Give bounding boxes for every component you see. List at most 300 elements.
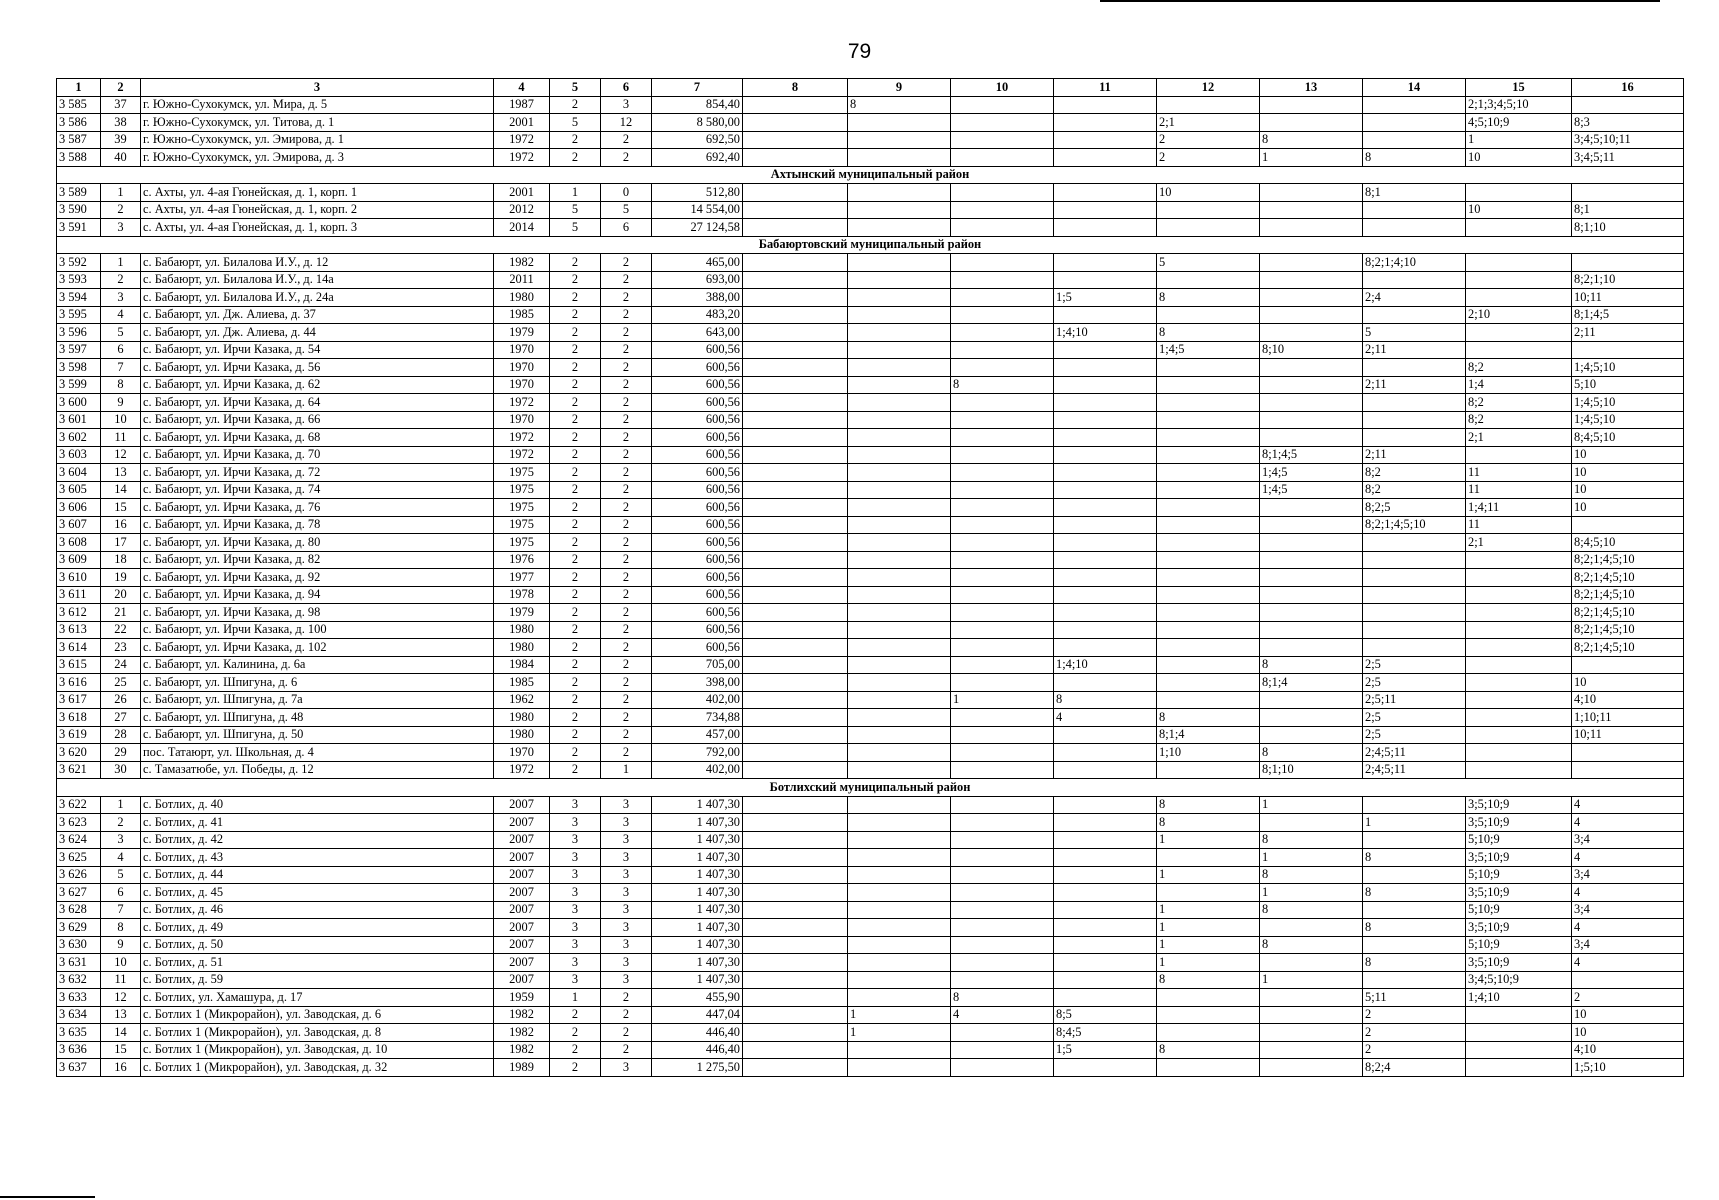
table-cell — [951, 849, 1054, 867]
table-cell: 2 — [550, 744, 601, 762]
table-cell — [951, 639, 1054, 657]
table-cell: 3 631 — [57, 954, 101, 972]
table-cell: 5;10 — [1572, 376, 1684, 394]
table-cell — [951, 534, 1054, 552]
table-cell: с. Бабаюрт, ул. Билалова И.У., д. 24а — [141, 289, 494, 307]
table-cell — [951, 359, 1054, 377]
table-cell — [1054, 411, 1157, 429]
table-cell: 2;1 — [1157, 114, 1260, 132]
table-cell: 8;2;5 — [1363, 499, 1466, 517]
table-cell — [848, 516, 951, 534]
table-cell: 4 — [1572, 849, 1684, 867]
table-cell: с. Ботлих, д. 59 — [141, 971, 494, 989]
table-cell: 8 — [1054, 691, 1157, 709]
table-cell: 2;11 — [1572, 324, 1684, 342]
table-row — [57, 569, 1684, 587]
table-cell: 8;1;4 — [1157, 726, 1260, 744]
table-cell: 2 — [550, 1059, 601, 1077]
table-cell — [1363, 201, 1466, 219]
table-cell — [1260, 376, 1363, 394]
table-cell: 3 — [550, 814, 601, 832]
table-cell — [1054, 569, 1157, 587]
header-cell: 11 — [1054, 79, 1157, 97]
table-cell: 1982 — [494, 1041, 550, 1059]
table-cell: 2 — [601, 709, 652, 727]
table-cell: 2;4;5;11 — [1363, 744, 1466, 762]
table-cell: 402,00 — [652, 761, 743, 779]
table-cell — [1363, 114, 1466, 132]
table-cell: 1 — [1157, 954, 1260, 972]
table-row — [57, 254, 1684, 272]
table-cell: 512,80 — [652, 184, 743, 202]
table-cell — [1260, 254, 1363, 272]
table-cell — [1260, 411, 1363, 429]
table-cell: 8;10 — [1260, 341, 1363, 359]
table-cell: 8 — [1363, 884, 1466, 902]
header-cell: 5 — [550, 79, 601, 97]
table-cell — [1260, 499, 1363, 517]
table-cell — [1157, 96, 1260, 114]
table-cell: 3 601 — [57, 411, 101, 429]
table-cell: 2 — [550, 674, 601, 692]
table-cell: 2007 — [494, 954, 550, 972]
table-cell: 3 637 — [57, 1059, 101, 1077]
table-cell: 2 — [550, 359, 601, 377]
table-cell — [743, 919, 848, 937]
table-cell: с. Бабаюрт, ул. Дж. Алиева, д. 44 — [141, 324, 494, 342]
table-cell: с. Ботлих, д. 46 — [141, 901, 494, 919]
table-cell — [848, 621, 951, 639]
table-cell — [951, 96, 1054, 114]
table-cell — [743, 341, 848, 359]
table-cell: 8;2;1;4;5;10 — [1572, 639, 1684, 657]
table-cell: с. Ботлих 1 (Микрорайон), ул. Заводская, д. 32 — [141, 1059, 494, 1077]
table-cell: 2 — [1363, 1041, 1466, 1059]
table-cell: 2 — [550, 149, 601, 167]
table-cell — [1157, 394, 1260, 412]
table-cell — [1157, 306, 1260, 324]
table-cell: 1972 — [494, 429, 550, 447]
table-cell — [743, 551, 848, 569]
table-cell: 600,56 — [652, 586, 743, 604]
table-cell — [848, 201, 951, 219]
table-cell: 5 — [550, 201, 601, 219]
table-cell: 8 — [1260, 901, 1363, 919]
table-row — [57, 604, 1684, 622]
table-cell — [1466, 184, 1572, 202]
table-row — [57, 989, 1684, 1007]
table-cell: 2 — [601, 306, 652, 324]
table-cell: с. Бабаюрт, ул. Шпигуна, д. 6 — [141, 674, 494, 692]
table-cell: 8 — [1363, 149, 1466, 167]
table-row — [57, 446, 1684, 464]
table-cell: 2;5 — [1363, 656, 1466, 674]
table-cell — [1260, 691, 1363, 709]
table-cell — [1572, 971, 1684, 989]
table-cell — [1157, 586, 1260, 604]
table-cell: 1962 — [494, 691, 550, 709]
table-cell: 2 — [601, 726, 652, 744]
table-cell — [951, 499, 1054, 517]
table-cell: 2;1;3;4;5;10 — [1466, 96, 1572, 114]
table-cell — [1054, 971, 1157, 989]
table-cell: 3 — [550, 971, 601, 989]
table-cell: 3 589 — [57, 184, 101, 202]
table-cell: 8;1;4;5 — [1572, 306, 1684, 324]
table-cell: с. Ботлих, д. 42 — [141, 831, 494, 849]
table-cell — [743, 1006, 848, 1024]
table-cell — [1157, 1059, 1260, 1077]
table-cell — [743, 796, 848, 814]
table-cell: 38 — [101, 114, 141, 132]
table-cell: 3 604 — [57, 464, 101, 482]
table-row — [57, 394, 1684, 412]
table-cell: 854,40 — [652, 96, 743, 114]
table-cell: 1 — [951, 691, 1054, 709]
table-cell — [1260, 551, 1363, 569]
table-cell: 10 — [1572, 1006, 1684, 1024]
table-cell: 1970 — [494, 359, 550, 377]
table-cell: 2 — [550, 429, 601, 447]
table-cell — [848, 411, 951, 429]
table-cell — [1363, 219, 1466, 237]
table-cell — [951, 149, 1054, 167]
table-cell: 2 — [550, 96, 601, 114]
table-cell — [743, 184, 848, 202]
table-cell — [848, 656, 951, 674]
table-cell — [743, 254, 848, 272]
table-cell — [743, 516, 848, 534]
table-cell: 5 — [550, 114, 601, 132]
table-cell: 1984 — [494, 656, 550, 674]
table-cell: с. Бабаюрт, ул. Ирчи Казака, д. 64 — [141, 394, 494, 412]
table-cell: 5;10;9 — [1466, 866, 1572, 884]
table-cell: 27 — [101, 709, 141, 727]
table-cell: 2007 — [494, 919, 550, 937]
table-cell — [1054, 534, 1157, 552]
table-cell: 10 — [1157, 184, 1260, 202]
table-cell: 3 608 — [57, 534, 101, 552]
table-cell: с. Бабаюрт, ул. Ирчи Казака, д. 80 — [141, 534, 494, 552]
table-cell — [1054, 901, 1157, 919]
table-cell: 10 — [1466, 201, 1572, 219]
table-cell — [1572, 184, 1684, 202]
table-cell: 600,56 — [652, 341, 743, 359]
table-cell — [951, 709, 1054, 727]
table-cell: 2 — [550, 709, 601, 727]
table-cell: 28 — [101, 726, 141, 744]
table-cell: 3 591 — [57, 219, 101, 237]
table-cell — [743, 446, 848, 464]
table-cell: 600,56 — [652, 551, 743, 569]
table-cell: 1976 — [494, 551, 550, 569]
table-cell: г. Южно-Сухокумск, ул. Эмирова, д. 1 — [141, 131, 494, 149]
table-cell: 4 — [1054, 709, 1157, 727]
table-cell — [1466, 709, 1572, 727]
table-cell — [1054, 341, 1157, 359]
table-row — [57, 709, 1684, 727]
table-cell — [1572, 744, 1684, 762]
table-cell: 600,56 — [652, 394, 743, 412]
table-cell: 10 — [101, 954, 141, 972]
table-cell: 2007 — [494, 901, 550, 919]
table-cell — [1054, 201, 1157, 219]
header-cell: 15 — [1466, 79, 1572, 97]
table-cell — [1054, 394, 1157, 412]
table-row — [57, 586, 1684, 604]
table-cell: 9 — [101, 936, 141, 954]
table-cell — [1363, 131, 1466, 149]
table-cell: 3 611 — [57, 586, 101, 604]
table-cell — [1054, 831, 1157, 849]
table-cell — [848, 586, 951, 604]
table-cell: с. Ботлих, д. 50 — [141, 936, 494, 954]
table-cell: 3 606 — [57, 499, 101, 517]
table-cell: 2 — [101, 814, 141, 832]
table-cell: 2;11 — [1363, 376, 1466, 394]
table-cell: 12 — [101, 446, 141, 464]
table-cell — [1260, 359, 1363, 377]
table-cell — [951, 919, 1054, 937]
table-cell — [1157, 516, 1260, 534]
table-cell — [848, 1059, 951, 1077]
table-cell — [1572, 761, 1684, 779]
table-row — [57, 481, 1684, 499]
table-cell: 20 — [101, 586, 141, 604]
table-cell: с. Бабаюрт, ул. Билалова И.У., д. 12 — [141, 254, 494, 272]
table-cell — [743, 534, 848, 552]
table-cell: 2 — [601, 289, 652, 307]
table-cell — [1054, 499, 1157, 517]
table-cell — [1572, 254, 1684, 272]
table-cell: 1975 — [494, 516, 550, 534]
table-cell — [848, 394, 951, 412]
table-cell: 10;11 — [1572, 289, 1684, 307]
table-cell — [951, 306, 1054, 324]
table-row — [57, 674, 1684, 692]
table-cell — [848, 761, 951, 779]
table-cell — [1363, 271, 1466, 289]
table-cell: с. Бабаюрт, ул. Шпигуна, д. 48 — [141, 709, 494, 727]
table-cell: 3 — [550, 901, 601, 919]
table-cell: 8;2;1;10 — [1572, 271, 1684, 289]
table-row — [57, 726, 1684, 744]
table-cell: с. Бабаюрт, ул. Ирчи Казака, д. 68 — [141, 429, 494, 447]
table-cell: 3 634 — [57, 1006, 101, 1024]
table-cell — [951, 744, 1054, 762]
table-cell: 2 — [550, 271, 601, 289]
table-cell — [1054, 446, 1157, 464]
table-cell: 4;10 — [1572, 1041, 1684, 1059]
header-cell: 1 — [57, 79, 101, 97]
table-cell: 16 — [101, 516, 141, 534]
table-cell: 3 626 — [57, 866, 101, 884]
table-cell — [1466, 586, 1572, 604]
table-cell — [1363, 306, 1466, 324]
table-cell — [848, 184, 951, 202]
table-cell: 0 — [601, 184, 652, 202]
header-cell: 7 — [652, 79, 743, 97]
table-cell — [951, 1024, 1054, 1042]
table-cell: 4 — [1572, 814, 1684, 832]
housing-table — [56, 78, 1684, 1077]
table-cell — [1157, 411, 1260, 429]
table-cell: с. Ботлих, д. 41 — [141, 814, 494, 832]
table-cell — [848, 814, 951, 832]
table-cell: 2 — [550, 341, 601, 359]
table-cell — [848, 989, 951, 1007]
table-cell: 2 — [601, 341, 652, 359]
table-cell — [1054, 954, 1157, 972]
table-cell: 2011 — [494, 271, 550, 289]
table-cell: с. Бабаюрт, ул. Ирчи Казака, д. 98 — [141, 604, 494, 622]
table-cell: с. Ботлих 1 (Микрорайон), ул. Заводская, д. 6 — [141, 1006, 494, 1024]
table-cell: 3;5;10;9 — [1466, 796, 1572, 814]
table-cell — [1363, 569, 1466, 587]
table-cell: 3 — [601, 936, 652, 954]
table-cell: 2 — [601, 534, 652, 552]
table-cell: 1 407,30 — [652, 919, 743, 937]
table-cell: 8 — [1157, 796, 1260, 814]
table-cell: 1 — [601, 761, 652, 779]
table-cell: 792,00 — [652, 744, 743, 762]
table-cell: 483,20 — [652, 306, 743, 324]
table-cell — [1260, 1006, 1363, 1024]
table-cell — [951, 481, 1054, 499]
table-cell: 446,40 — [652, 1024, 743, 1042]
table-cell: 6 — [601, 219, 652, 237]
table-cell — [1157, 464, 1260, 482]
table-cell — [1157, 376, 1260, 394]
table-cell: 600,56 — [652, 534, 743, 552]
table-cell — [743, 744, 848, 762]
table-cell — [1054, 464, 1157, 482]
table-cell — [1157, 534, 1260, 552]
table-cell: 1 — [848, 1024, 951, 1042]
table-cell: 2 — [550, 569, 601, 587]
table-cell: 2007 — [494, 936, 550, 954]
table-cell: 1;4;5;10 — [1572, 394, 1684, 412]
table-cell: с. Ботлих, д. 43 — [141, 849, 494, 867]
section-header-row — [57, 236, 1684, 254]
table-cell — [1157, 201, 1260, 219]
table-cell: 1 — [101, 184, 141, 202]
table-cell: 600,56 — [652, 481, 743, 499]
table-cell: 3 596 — [57, 324, 101, 342]
table-cell: 447,04 — [652, 1006, 743, 1024]
section-title: Ботлихский муниципальный район — [57, 779, 1684, 797]
table-cell: 600,56 — [652, 446, 743, 464]
table-cell: 11 — [101, 429, 141, 447]
table-cell — [743, 884, 848, 902]
table-row — [57, 411, 1684, 429]
table-cell — [1260, 516, 1363, 534]
table-cell — [1363, 604, 1466, 622]
table-cell: 2 — [601, 516, 652, 534]
table-cell: 7 — [101, 901, 141, 919]
table-cell: 1975 — [494, 534, 550, 552]
table-cell — [743, 359, 848, 377]
table-cell: 600,56 — [652, 569, 743, 587]
table-cell — [848, 464, 951, 482]
table-cell: 1 — [1466, 131, 1572, 149]
table-cell — [1466, 604, 1572, 622]
table-cell: 3 598 — [57, 359, 101, 377]
table-row — [57, 639, 1684, 657]
table-cell — [848, 971, 951, 989]
table-cell: 8;2;1;4;10 — [1363, 254, 1466, 272]
table-cell: 2 — [601, 411, 652, 429]
table-cell: 4;5;10;9 — [1466, 114, 1572, 132]
table-cell — [848, 341, 951, 359]
table-cell: 1972 — [494, 149, 550, 167]
table-cell — [951, 814, 1054, 832]
table-cell — [1054, 586, 1157, 604]
table-cell — [848, 709, 951, 727]
table-cell — [1363, 971, 1466, 989]
table-cell: 5 — [550, 219, 601, 237]
table-cell: 600,56 — [652, 359, 743, 377]
table-cell — [1260, 709, 1363, 727]
table-cell: 8 — [1157, 1041, 1260, 1059]
table-cell: 3;4;5;10;11 — [1572, 131, 1684, 149]
table-cell — [848, 131, 951, 149]
table-cell — [1157, 429, 1260, 447]
table-row — [57, 866, 1684, 884]
table-cell: 2 — [550, 1024, 601, 1042]
header-cell: 2 — [101, 79, 141, 97]
table-cell — [848, 674, 951, 692]
table-cell — [1054, 271, 1157, 289]
table-cell: с. Бабаюрт, ул. Ирчи Казака, д. 82 — [141, 551, 494, 569]
table-cell: 734,88 — [652, 709, 743, 727]
table-cell: 4 — [1572, 954, 1684, 972]
table-cell: 1 407,30 — [652, 831, 743, 849]
table-cell — [743, 1059, 848, 1077]
table-cell — [951, 289, 1054, 307]
table-cell — [1054, 96, 1157, 114]
table-cell — [848, 919, 951, 937]
table-cell: 2007 — [494, 884, 550, 902]
table-cell — [951, 954, 1054, 972]
table-cell: 3 629 — [57, 919, 101, 937]
table-cell — [1054, 814, 1157, 832]
table-cell — [743, 149, 848, 167]
table-cell: с. Бабаюрт, ул. Ирчи Казака, д. 102 — [141, 639, 494, 657]
table-cell — [1466, 1041, 1572, 1059]
table-cell: с. Ботлих, д. 45 — [141, 884, 494, 902]
table-cell: 3 590 — [57, 201, 101, 219]
table-cell: 3 600 — [57, 394, 101, 412]
table-cell: 3 612 — [57, 604, 101, 622]
table-cell: 465,00 — [652, 254, 743, 272]
table-cell: 6 — [101, 884, 141, 902]
table-cell: 1 — [1157, 831, 1260, 849]
table-cell: 8 — [1260, 866, 1363, 884]
table-cell — [1260, 726, 1363, 744]
table-cell: г. Южно-Сухокумск, ул. Эмирова, д. 3 — [141, 149, 494, 167]
table-cell: 3 599 — [57, 376, 101, 394]
table-row — [57, 796, 1684, 814]
table-cell: 2 — [550, 586, 601, 604]
table-row — [57, 1059, 1684, 1077]
table-cell: 600,56 — [652, 499, 743, 517]
table-cell — [743, 96, 848, 114]
top-rule — [1100, 0, 1660, 2]
table-cell — [848, 954, 951, 972]
table-cell: 10 — [1572, 499, 1684, 517]
table-cell: с. Бабаюрт, ул. Калинина, д. 6а — [141, 656, 494, 674]
